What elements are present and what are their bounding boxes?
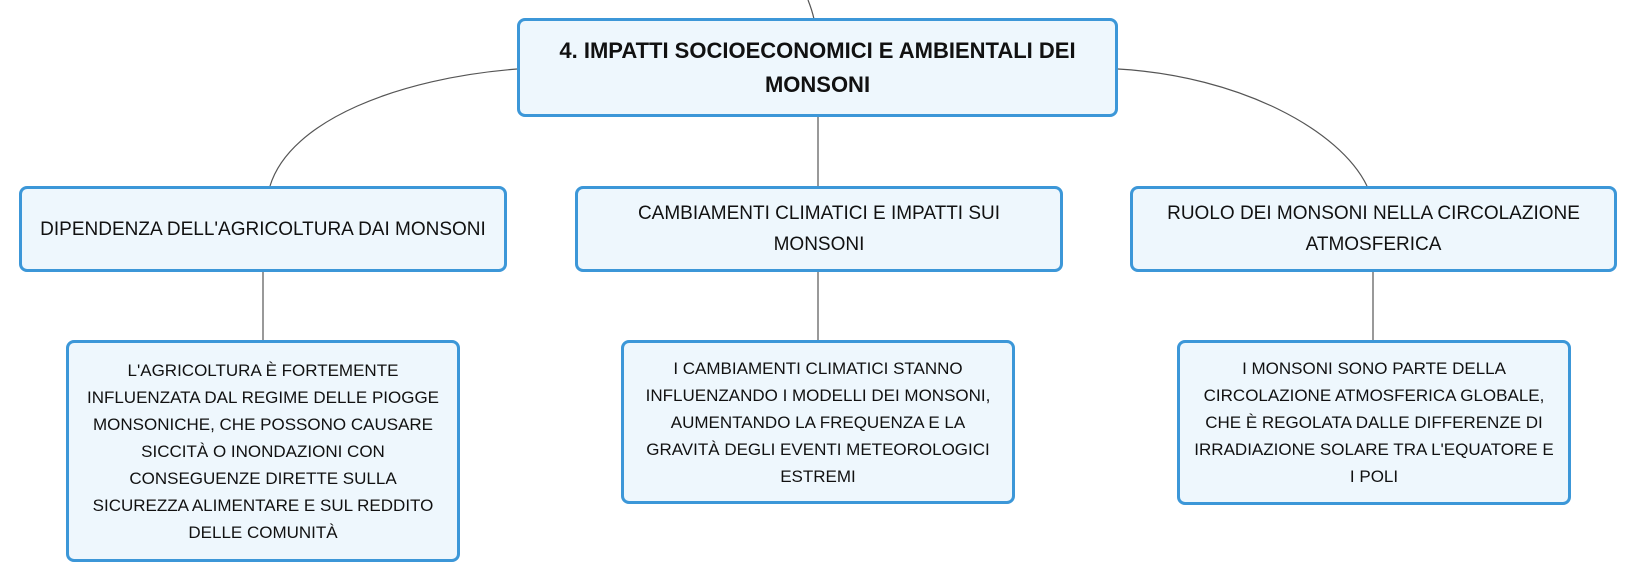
subtopic-text-atmospheric-circulation: I MONSONI SONO PARTE DELLA CIRCOLAZIONE ATMOSFERICA GLOBALE, CHE È REGOLATA DALLE DIFFERENZE DI IRRADIAZIONE SOLARE TRA L'EQUATORE E I POLI bbox=[1194, 359, 1554, 486]
connector-root-to-branch-3 bbox=[1118, 69, 1367, 186]
connector-parent-to-root bbox=[808, 0, 814, 19]
subtopic-text-climate-change: I CAMBIAMENTI CLIMATICI STANNO INFLUENZANDO I MODELLI DEI MONSONI, AUMENTANDO LA FREQUENZA E LA GRAVITÀ DEGLI EVENTI METEOROLOGICI ESTREMI bbox=[645, 358, 991, 486]
central-topic-label: 4. IMPATTI SOCIOECONOMICI E AMBIENTALI DEI MONSONI bbox=[559, 37, 1076, 97]
subtopic-text-agriculture: L'AGRICOLTURA È FORTEMENTE INFLUENZATA DAL REGIME DELLE PIOGGE MONSONICHE, CHE POSSONO CAUSARE SICCITÀ O INONDAZIONI CON CONSEGUENZE DIRETTE SULLA SICUREZZA ALIMENTARE E SUL REDDITO DELLE COMUNITÀ bbox=[86, 360, 440, 542]
central-topic-node[interactable] bbox=[517, 18, 1118, 117]
topic-label-atmospheric-circulation: RUOLO DEI MONSONI NELLA CIRCOLAZIONE ATMOSFERICA bbox=[1167, 203, 1580, 255]
subtopic-node-climate-change[interactable] bbox=[621, 340, 1015, 504]
topic-node-agriculture[interactable] bbox=[19, 186, 507, 272]
subtopic-node-atmospheric-circulation[interactable] bbox=[1177, 340, 1571, 505]
topic-label-climate-change: CAMBIAMENTI CLIMATICI E IMPATTI SUI MONSONI bbox=[637, 203, 1001, 255]
topic-node-atmospheric-circulation[interactable] bbox=[1130, 186, 1617, 272]
connector-root-to-branch-1 bbox=[270, 69, 517, 186]
topic-node-climate-change[interactable] bbox=[575, 186, 1063, 272]
subtopic-node-agriculture[interactable] bbox=[66, 340, 460, 562]
topic-label-agriculture: DIPENDENZA DELL'AGRICOLTURA DAI MONSONI bbox=[40, 218, 486, 240]
